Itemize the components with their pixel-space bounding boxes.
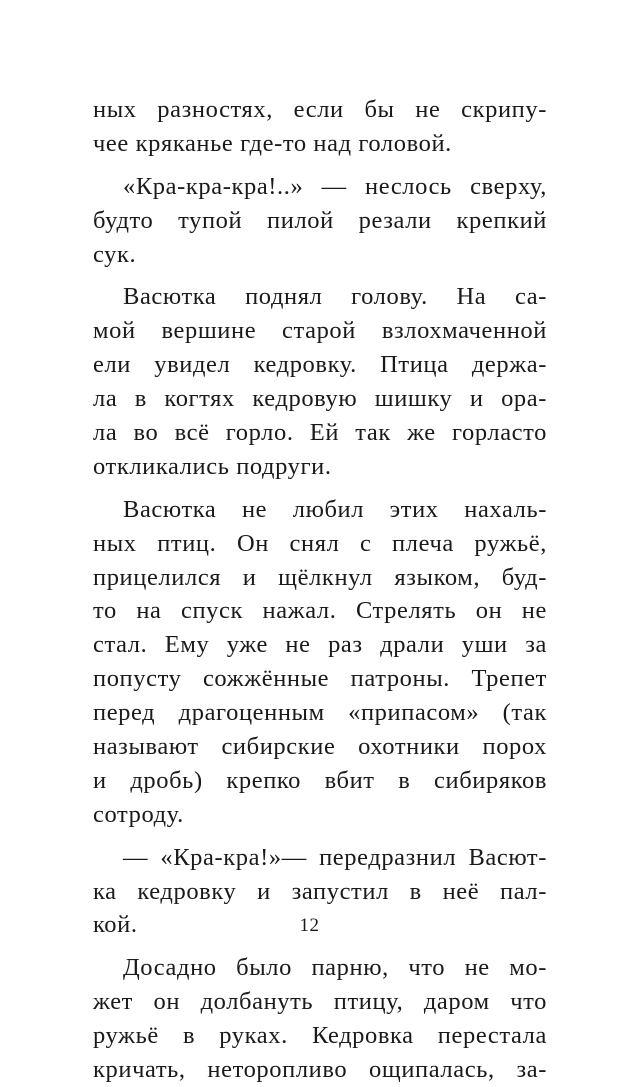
page-number: 12 [299, 915, 320, 936]
text-line: «Кра-кра-кра!..» — неслось сверху, [123, 172, 547, 200]
text-line: ных разностях, если бы не скрипу- [93, 96, 547, 123]
text-line: называют сибирские охотники порох [93, 733, 547, 761]
text-line: мой вершине старой взлохмаченной [93, 317, 547, 345]
text-line: чее кряканье где-то над головой. [93, 129, 452, 157]
text-line: жет он долбануть птицу, даром что [93, 988, 547, 1016]
text-line: откликались подруги. [93, 452, 332, 480]
text-line: и дробь) крепко вбит в сибиряков [93, 766, 547, 794]
text-line: то на спуск нажал. Стрелять он не [93, 597, 547, 625]
text-line: прицелился и щёлкнул языком, буд- [93, 563, 547, 591]
paragraph-4 [93, 493, 547, 832]
text-line: ла во всё горло. Ей так же горласто [93, 419, 547, 447]
text-line: ла в когтях кедровую шишку и ора- [93, 385, 547, 413]
text-line: кричать, неторопливо ощипалась, за- [93, 1056, 547, 1084]
paragraph-2 [93, 170, 547, 272]
text-line: ных птиц. Он снял с плеча ружьё, [93, 529, 547, 557]
text-line: будто тупой пилой резали крепкий [93, 206, 547, 234]
text-line: ка кедровку и запустил в неё пал- [93, 877, 547, 905]
text-line: попусту сожжённые патроны. Трепет [93, 665, 547, 693]
text-line: — «Кра-кра!»— передразнил Васют- [123, 843, 547, 871]
paragraph-3 [93, 280, 547, 483]
text-line: сук. [93, 240, 137, 268]
paragraph-6 [93, 951, 547, 1087]
paragraph-1 [93, 93, 547, 161]
text-line: перед драгоценным «припасом» (так [93, 699, 547, 727]
text-line: Досадно было парню, что не мо- [123, 954, 547, 982]
text-line: стал. Ему уже не раз драли уши за [93, 631, 547, 659]
text-line: ели увидел кедровку. Птица держа- [93, 351, 547, 379]
text-line: ружьё в руках. Кедровка перестала [93, 1022, 547, 1050]
text-line: кой. [93, 911, 138, 939]
page-text [93, 93, 547, 1087]
text-line: Васютка не любил этих нахаль- [123, 495, 547, 523]
text-line: сотроду. [93, 800, 184, 828]
text-line: Васютка поднял голову. На са- [123, 283, 547, 311]
